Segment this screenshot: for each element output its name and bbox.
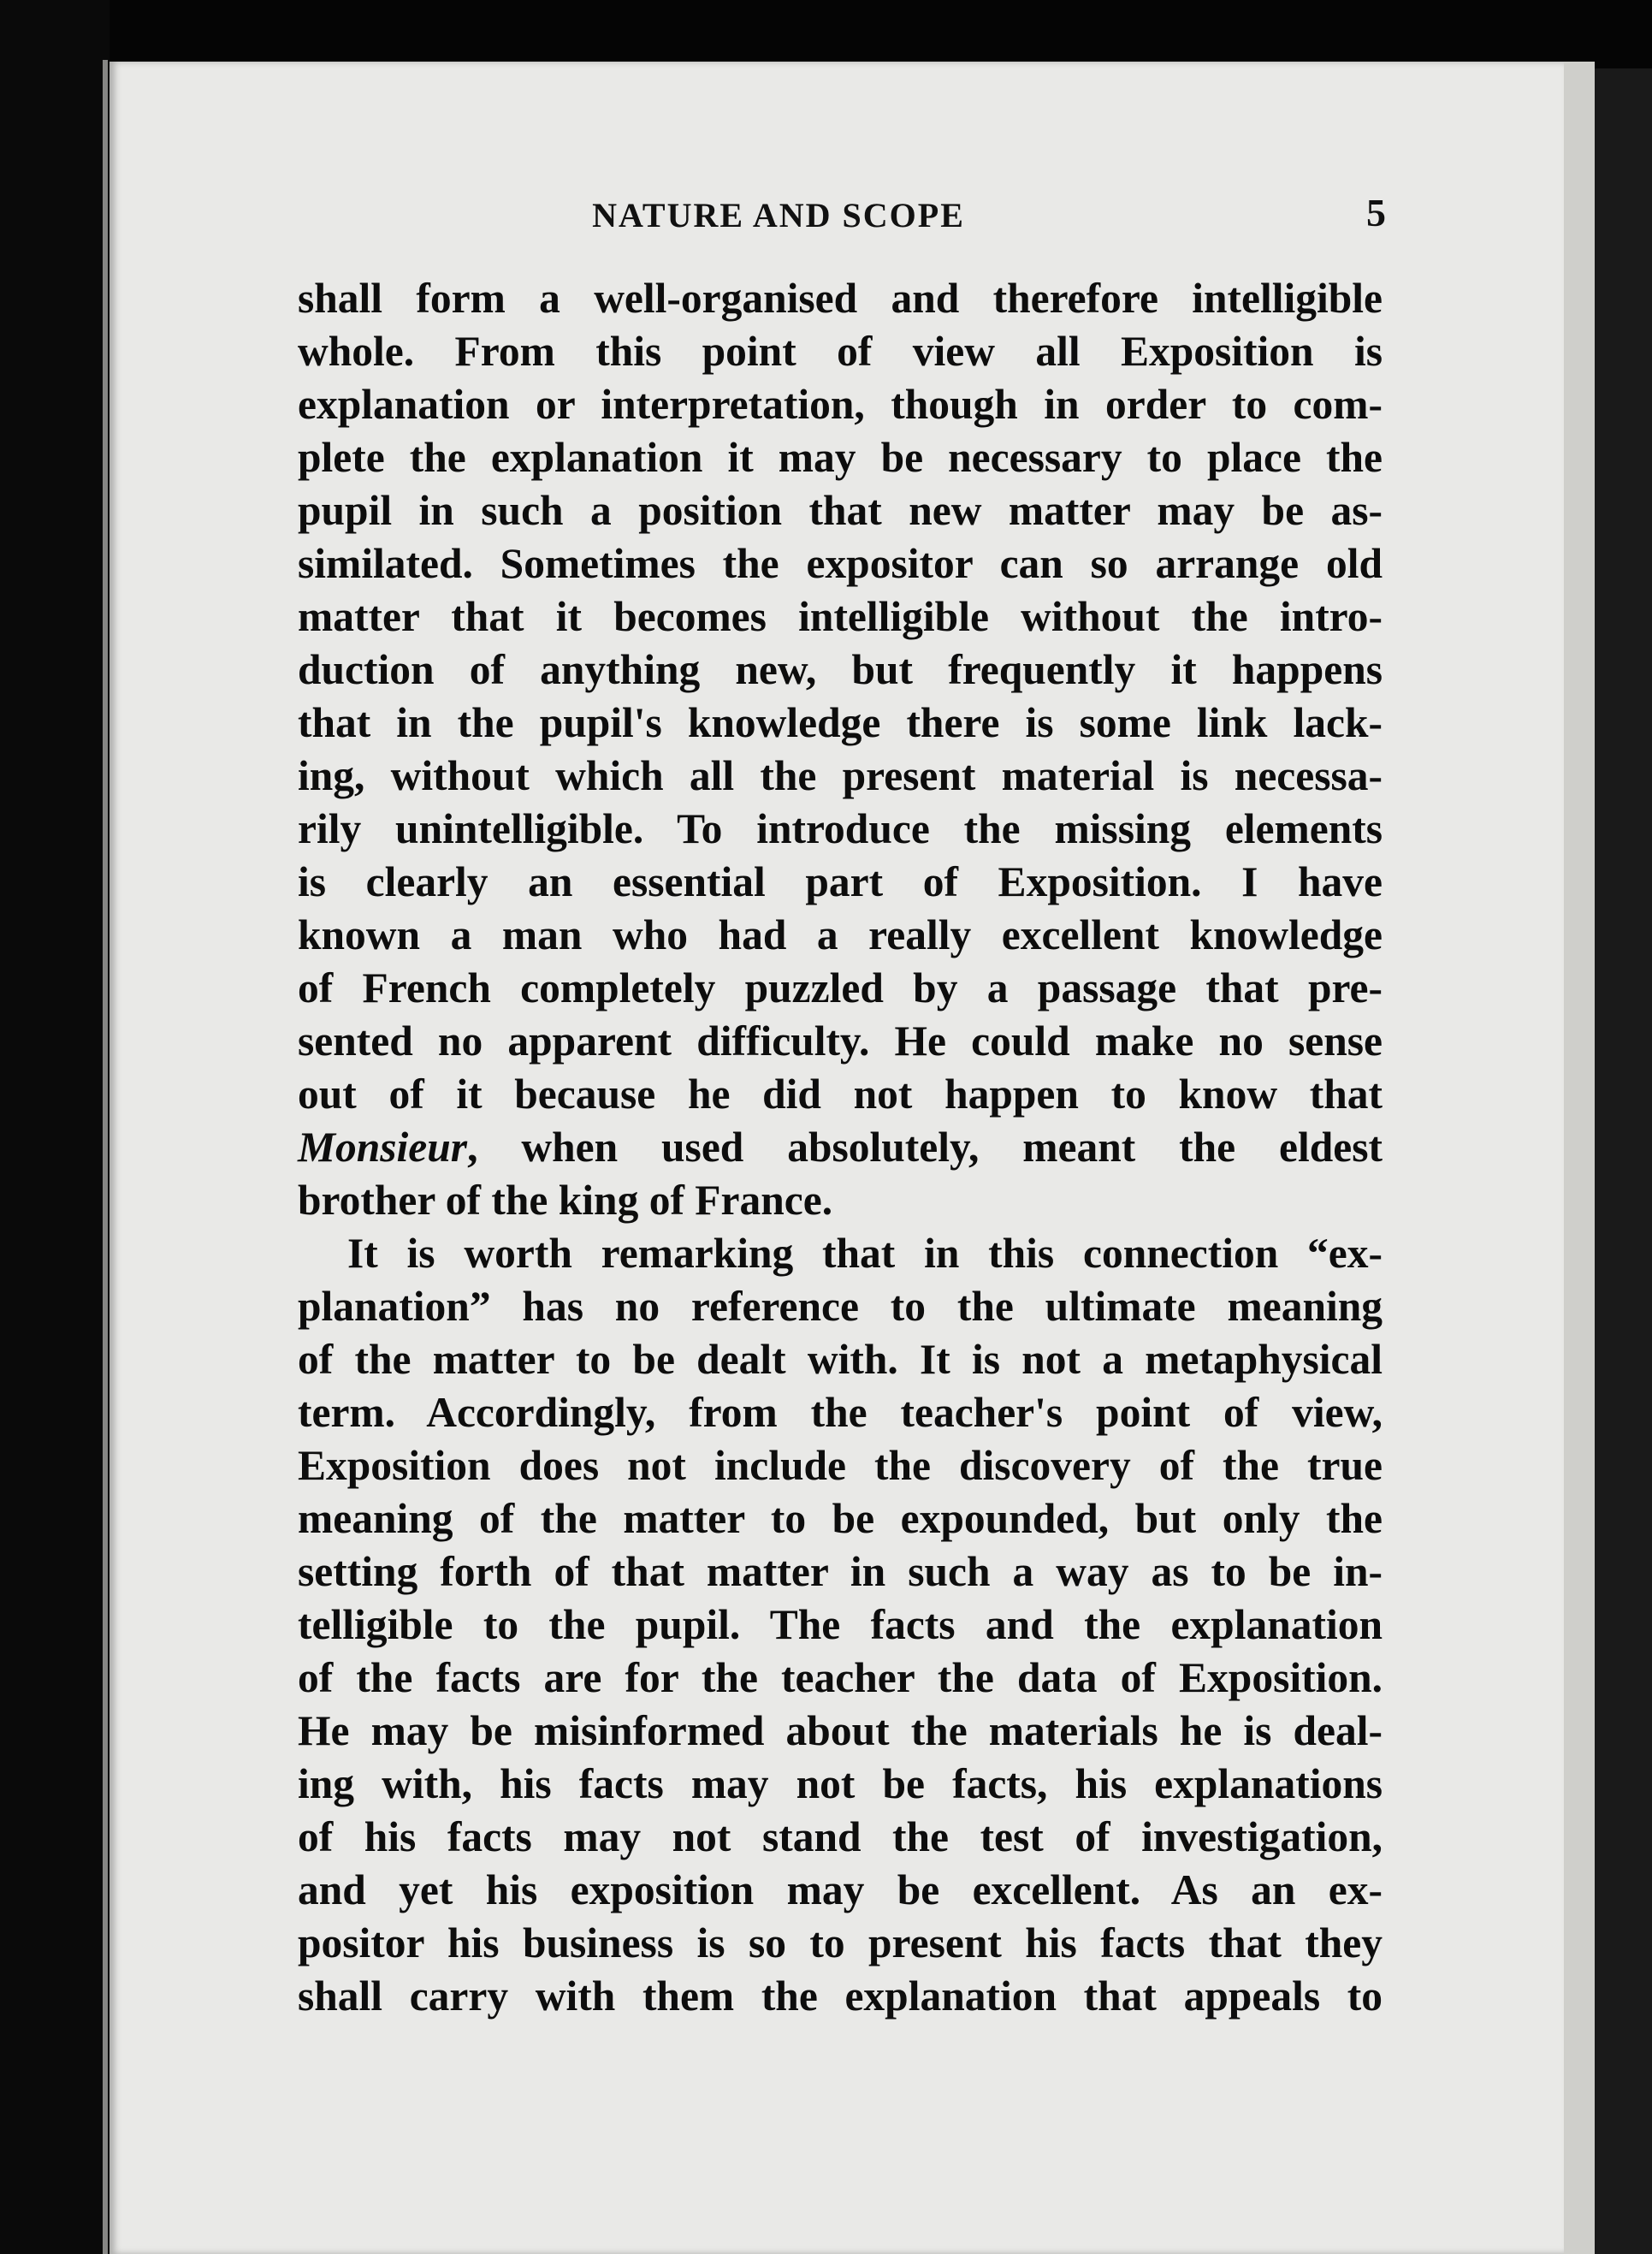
text-line: whole. From this point of view all Exposition is bbox=[298, 328, 1383, 375]
page-number: 5 bbox=[1366, 191, 1386, 234]
text-line: shall carry with them the explanation that appeals to bbox=[298, 1972, 1383, 2020]
text-line: duction of anything new, but frequently it happens bbox=[298, 646, 1383, 693]
text-line: of the facts are for the teacher the data of Exposition. bbox=[298, 1654, 1383, 1701]
text-line: similated. Sometimes the expositor can so arrange old bbox=[298, 540, 1383, 587]
scan-margin bbox=[1595, 68, 1652, 2254]
text-line: rily unintelligible. To introduce the missing elements bbox=[298, 805, 1383, 852]
text-line: It is worth remarking that in this connection “ex- bbox=[347, 1230, 1383, 1277]
text-line: of the matter to be dealt with. It is not a metaphysical bbox=[298, 1336, 1383, 1383]
running-head bbox=[180, 190, 1386, 241]
text-line: Exposition does not include the discovery of the true bbox=[298, 1442, 1383, 1489]
text-line: telligible to the pupil. The facts and the explanation bbox=[298, 1601, 1383, 1648]
body-text bbox=[298, 272, 1383, 2023]
text-line-italic-start: Monsieur, when used absolutely, meant the eldest bbox=[298, 1124, 1383, 1171]
running-head-title: NATURE AND SCOPE bbox=[592, 196, 965, 234]
book-spine bbox=[0, 0, 110, 2254]
text-line: is clearly an essential part of Exposition. I have bbox=[298, 858, 1383, 905]
text-line: He may be misinformed about the materials he is deal- bbox=[298, 1707, 1383, 1754]
text-line: term. Accordingly, from the teacher's point of view, bbox=[298, 1389, 1383, 1436]
text-line: explanation or interpretation, though in order to com- bbox=[298, 381, 1383, 428]
text-line: matter that it becomes intelligible without the intro- bbox=[298, 593, 1383, 640]
text-line: positor his business is so to present his facts that they bbox=[298, 1919, 1383, 1966]
text-line: of his facts may not stand the test of investigation, bbox=[298, 1813, 1383, 1860]
text-line: and yet his exposition may be excellent. As an ex- bbox=[298, 1866, 1383, 1913]
paragraph-1 bbox=[298, 272, 1383, 1227]
text-line: out of it because he did not happen to know that bbox=[298, 1071, 1383, 1118]
text-line: that in the pupil's knowledge there is some link lack- bbox=[298, 699, 1383, 746]
text-line: setting forth of that matter in such a way as to be in- bbox=[298, 1548, 1383, 1595]
text-line: of French completely puzzled by a passage that pre- bbox=[298, 964, 1383, 1011]
paragraph-2 bbox=[298, 1227, 1383, 2023]
page-edge bbox=[1564, 62, 1595, 2254]
text-line: sented no apparent difficulty. He could make no sense bbox=[298, 1017, 1383, 1065]
text-line: plete the explanation it may be necessary to place the bbox=[298, 434, 1383, 481]
text-line: ing, without which all the present material is necessa- bbox=[298, 752, 1383, 799]
text-line: planation” has no reference to the ultimate meaning bbox=[298, 1283, 1383, 1330]
text-line: pupil in such a position that new matter may be as- bbox=[298, 487, 1383, 534]
text-line: brother of the king of France. bbox=[298, 1177, 833, 1224]
text-line: shall form a well-organised and therefore intelligible bbox=[298, 275, 1383, 322]
text-line: meaning of the matter to be expounded, but only the bbox=[298, 1495, 1383, 1542]
text-line: ing with, his facts may not be facts, his explanations bbox=[298, 1760, 1383, 1807]
text-line: known a man who had a really excellent knowledge bbox=[298, 911, 1383, 958]
